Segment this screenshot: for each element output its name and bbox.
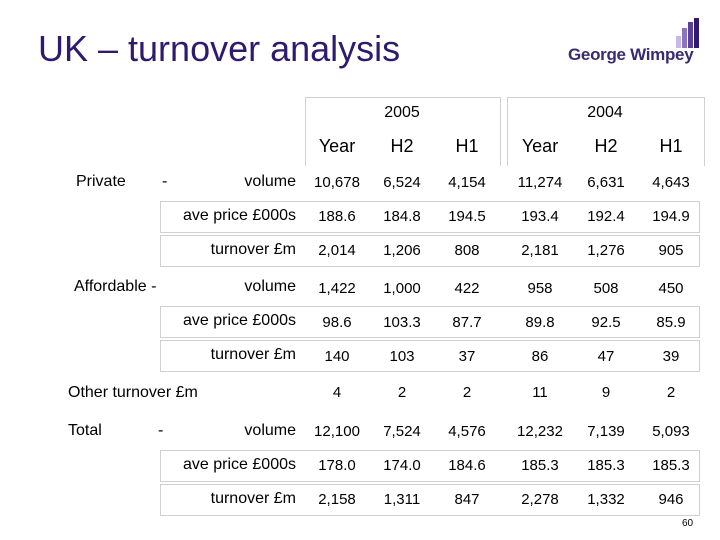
table-cell: 103: [389, 348, 415, 365]
table-cell: 10,678: [314, 174, 360, 191]
row-label-total-volume: volume: [244, 422, 296, 439]
table-cell: 92.5: [591, 314, 621, 331]
table-cell: 5,093: [652, 423, 690, 440]
table-cell: 2,278: [521, 491, 559, 508]
row-label-private-price: ave price £000s: [183, 207, 296, 224]
row-label-affordable-price: ave price £000s: [183, 312, 296, 329]
table-cell: 2: [462, 384, 472, 401]
table-cell: 12,232: [517, 423, 563, 440]
table-cell: 178.0: [318, 457, 356, 474]
section-private: Private: [76, 173, 126, 190]
table-cell: 2,158: [318, 491, 356, 508]
table-cell: 185.3: [587, 457, 625, 474]
section-private-dash: -: [162, 173, 168, 190]
section-total-dash: -: [158, 422, 164, 439]
table-cell: 140: [324, 348, 350, 365]
table-cell: 194.9: [652, 208, 690, 225]
page-number: 60: [682, 518, 694, 529]
table-cell: 1,311: [383, 491, 421, 508]
table-cell: 6,631: [587, 174, 625, 191]
table-cell: 174.0: [383, 457, 421, 474]
table-cell: 1,332: [587, 491, 625, 508]
table-cell: 87.7: [452, 314, 482, 331]
table-cell: 4: [332, 384, 342, 401]
table-cell: 86: [531, 348, 549, 365]
table-cell: 11,274: [517, 174, 563, 191]
table-cell: 7,139: [587, 423, 625, 440]
section-affordable: Affordable -: [74, 278, 157, 295]
table-cell: 184.6: [448, 457, 486, 474]
row-label-total-price: ave price £000s: [183, 456, 296, 473]
col-head-2004-h2: H2: [594, 136, 618, 156]
row-label-affordable-volume: volume: [244, 278, 296, 295]
section-other: Other turnover £m: [68, 384, 198, 401]
table-cell: 1,206: [383, 242, 421, 259]
year-2005-label: 2005: [384, 104, 420, 121]
table-cell: 2,014: [318, 242, 356, 259]
table-cell: 1,000: [383, 280, 421, 297]
table-cell: 958: [527, 280, 553, 297]
section-total: Total: [68, 422, 102, 439]
table-cell: 4,576: [448, 423, 486, 440]
table-cell: 2: [397, 384, 407, 401]
table-cell: 4,154: [448, 174, 486, 191]
table-cell: 450: [658, 280, 684, 297]
table-cell: 103.3: [383, 314, 421, 331]
col-head-2005-h1: H1: [455, 136, 479, 156]
table-cell: 192.4: [587, 208, 625, 225]
table-cell: 11: [532, 384, 548, 401]
row-label-total-turnover: turnover £m: [210, 490, 296, 507]
table-cell: 946: [658, 491, 684, 508]
row-label-private-volume: volume: [244, 173, 296, 190]
table-cell: 184.8: [383, 208, 421, 225]
table-cell: 2: [666, 384, 676, 401]
table-cell: 185.3: [652, 457, 690, 474]
col-head-2004-year: Year: [521, 136, 559, 156]
logo-bars-icon: [676, 18, 700, 48]
col-head-2005-h2: H2: [390, 136, 414, 156]
row-label-affordable-turnover: turnover £m: [210, 346, 296, 363]
table-cell: 422: [454, 280, 480, 297]
row-label-private-turnover: turnover £m: [210, 241, 296, 258]
table-cell: 808: [454, 242, 480, 259]
table-cell: 508: [593, 280, 619, 297]
table-cell: 9: [601, 384, 611, 401]
george-wimpey-logo: [566, 18, 696, 68]
table-cell: 847: [454, 491, 480, 508]
table-cell: 4,643: [652, 174, 690, 191]
table-cell: 39: [662, 348, 680, 365]
table-cell: 7,524: [383, 423, 421, 440]
table-cell: 1,422: [318, 280, 356, 297]
table-cell: 47: [597, 348, 615, 365]
table-cell: 194.5: [448, 208, 486, 225]
col-head-2005-year: Year: [318, 136, 356, 156]
table-cell: 2,181: [521, 242, 559, 259]
table-cell: 37: [458, 348, 476, 365]
table-cell: 193.4: [521, 208, 559, 225]
year-2004-label: 2004: [587, 104, 623, 121]
table-cell: 185.3: [521, 457, 559, 474]
table-cell: 905: [658, 242, 684, 259]
page-title: UK – turnover analysis: [38, 28, 401, 69]
table-cell: 12,100: [314, 423, 360, 440]
table-cell: 89.8: [525, 314, 555, 331]
col-head-2004-h1: H1: [659, 136, 683, 156]
table-cell: 98.6: [322, 314, 352, 331]
logo-text: George Wimpey: [568, 45, 694, 64]
table-cell: 188.6: [318, 208, 356, 225]
table-cell: 85.9: [656, 314, 686, 331]
table-cell: 6,524: [383, 174, 421, 191]
table-cell: 1,276: [587, 242, 625, 259]
